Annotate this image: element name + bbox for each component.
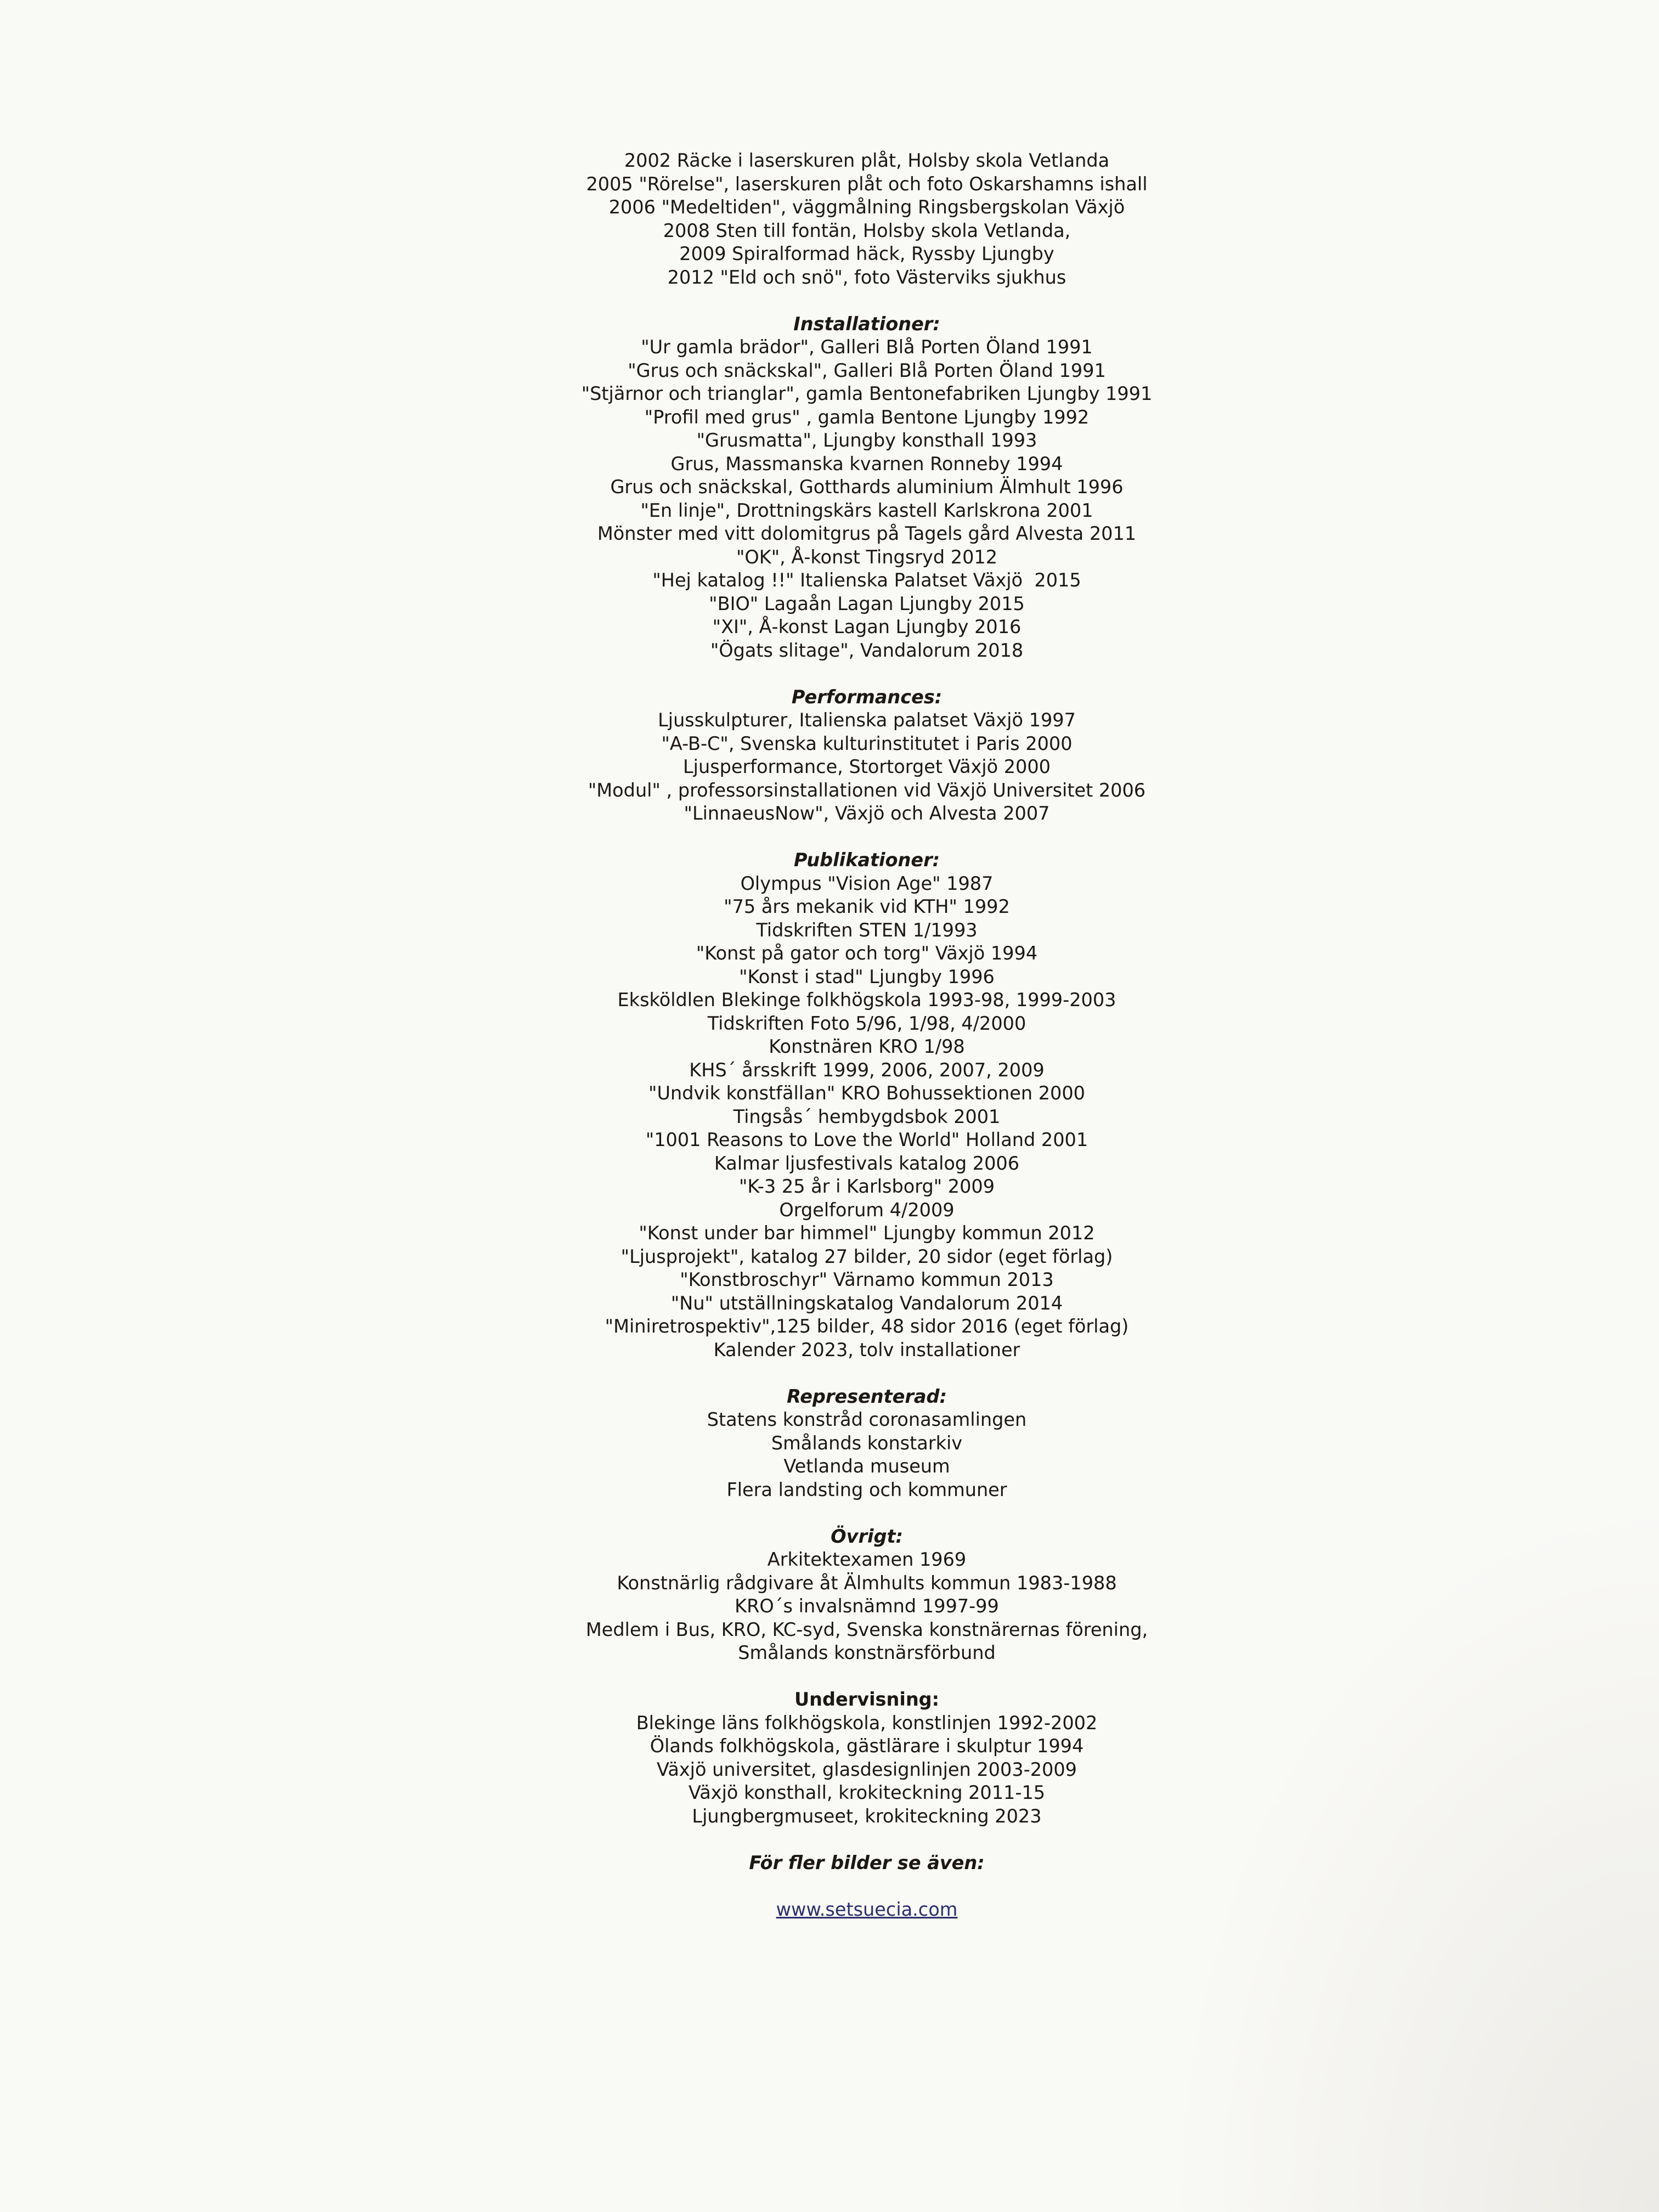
list-item: Ljusskulpturer, Italienska palatset Växjö 1997 <box>658 709 1076 731</box>
list-item: Blekinge läns folkhögskola, konstlinjen 1992-2002 <box>636 1712 1098 1734</box>
list-item: "1001 Reasons to Love the World" Holland 2001 <box>645 1129 1088 1150</box>
list-item: Olympus "Vision Age" 1987 <box>740 872 994 894</box>
list-item: Eksköldlen Blekinge folkhögskola 1993-98, 1999-2003 <box>617 989 1116 1011</box>
list-item: 2012 "Eld och snö", foto Västerviks sjukhus <box>667 266 1066 288</box>
list-item: 2006 "Medeltiden", väggmålning Ringsbergskolan Växjö <box>608 196 1125 218</box>
publikationer-heading: Publikationer: <box>793 849 940 871</box>
list-item: Ölands folkhögskola, gästlärare i skulptur 1994 <box>650 1735 1084 1757</box>
list-item: Konstnärlig rådgivare åt Älmhults kommun 1983-1988 <box>617 1572 1117 1594</box>
list-item: Grus, Massmanska kvarnen Ronneby 1994 <box>670 453 1063 475</box>
list-item: "OK", Å-konst Tingsryd 2012 <box>736 546 998 568</box>
list-item: "Grusmatta", Ljungby konsthall 1993 <box>696 430 1037 451</box>
list-item: Mönster med vitt dolomitgrus på Tagels gård Alvesta 2011 <box>597 523 1137 544</box>
list-item: 2005 "Rörelse", laserskuren plåt och foto Oskarshamns ishall <box>586 173 1148 195</box>
list-item: Ljusperformance, Stortorget Växjö 2000 <box>682 756 1051 777</box>
list-item: "Konst under bar himmel" Ljungby kommun 2012 <box>639 1222 1095 1244</box>
list-item: "Stjärnor och trianglar", gamla Bentonefabriken Ljungby 1991 <box>581 383 1153 404</box>
list-item: Statens konstråd coronasamlingen <box>707 1409 1027 1430</box>
list-item: 2008 Sten till fontän, Holsby skola Vetlanda, <box>663 219 1071 241</box>
list-item: Tidskriften STEN 1/1993 <box>756 919 978 941</box>
list-item: KHS´ årsskrift 1999, 2006, 2007, 2009 <box>689 1059 1045 1081</box>
list-item: Tidskriften Foto 5/96, 1/98, 4/2000 <box>707 1012 1026 1034</box>
list-item: Vetlanda museum <box>783 1455 950 1477</box>
list-item: Kalmar ljusfestivals katalog 2006 <box>714 1152 1020 1174</box>
representerad-heading: Representerad: <box>787 1385 947 1407</box>
list-item: Arkitektexamen 1969 <box>767 1549 967 1570</box>
list-item: "K-3 25 år i Karlsborg" 2009 <box>738 1176 995 1197</box>
list-item: "Konst i stad" Ljungby 1996 <box>739 966 995 988</box>
undervisning-heading: Undervisning: <box>794 1689 940 1710</box>
installationer-list <box>274 336 1459 662</box>
list-item: 2009 Spiralformad häck, Ryssby Ljungby <box>679 243 1054 264</box>
list-item: "Undvik konstfällan" KRO Bohussektionen 2000 <box>648 1082 1085 1104</box>
list-item: Smålands konstnärsförbund <box>738 1642 996 1663</box>
works-section <box>274 149 1459 289</box>
list-item: Orgelforum 4/2009 <box>779 1199 955 1221</box>
list-item: "Grus och snäckskal", Galleri Blå Porten Öland 1991 <box>628 359 1106 381</box>
list-item: Grus och snäckskal, Gotthards aluminium Älmhult 1996 <box>610 476 1124 498</box>
website-link[interactable]: www.setsuecia.com <box>776 1898 958 1920</box>
list-item: "Profil med grus" , gamla Bentone Ljungby 1992 <box>644 406 1090 428</box>
list-item: "Ögats slitage", Vandalorum 2018 <box>710 639 1024 661</box>
more-section <box>274 1852 1459 1922</box>
undervisning-list <box>274 1712 1459 1829</box>
list-item: "En linje", Drottningskärs kastell Karlskrona 2001 <box>640 499 1093 521</box>
list-item: Konstnären KRO 1/98 <box>769 1036 965 1057</box>
list-item: "Ljusprojekt", katalog 27 bilder, 20 sidor (eget förlag) <box>620 1245 1113 1267</box>
ovrigt-section <box>274 1525 1459 1665</box>
list-item: "75 års mekanik vid KTH" 1992 <box>724 896 1010 917</box>
performances-section <box>274 686 1459 826</box>
list-item: KRO´s invalsnämnd 1997-99 <box>735 1595 999 1617</box>
ovrigt-list <box>274 1548 1459 1665</box>
list-item: Växjö universitet, glasdesignlinjen 2003-2009 <box>657 1758 1077 1780</box>
list-item: 2002 Räcke i laserskuren plåt, Holsby skola Vetlanda <box>624 150 1110 171</box>
list-item: "Nu" utställningskatalog Vandalorum 2014 <box>670 1292 1063 1314</box>
publikationer-list <box>274 872 1459 1362</box>
list-item: Tingsås´ hembygdsbok 2001 <box>733 1105 1001 1127</box>
list-item: "A-B-C", Svenska kulturinstitutet i Paris 2000 <box>661 732 1073 754</box>
more-heading: För fler bilder se även: <box>749 1852 985 1874</box>
list-item: Medlem i Bus, KRO, KC-syd, Svenska konstnärernas förening, <box>585 1618 1148 1640</box>
list-item: "LinnaeusNow", Växjö och Alvesta 2007 <box>684 803 1050 824</box>
list-item: Smålands konstarkiv <box>771 1432 963 1454</box>
representerad-list <box>274 1408 1459 1502</box>
list-item: "Konst på gator och torg" Växjö 1994 <box>696 943 1038 964</box>
list-item: "BIO" Lagaån Lagan Ljungby 2015 <box>709 592 1025 614</box>
list-item: "Ur gamla brädor", Galleri Blå Porten Öland 1991 <box>641 336 1093 358</box>
list-item: "Konstbroschyr" Värnamo kommun 2013 <box>680 1269 1054 1290</box>
undervisning-section <box>274 1688 1459 1828</box>
publikationer-section <box>274 849 1459 1362</box>
installationer-heading: Installationer: <box>793 313 940 335</box>
list-item: "Hej katalog !!" Italienska Palatset Växjö 2015 <box>652 569 1081 591</box>
list-item: "XI", Å-konst Lagan Ljungby 2016 <box>712 616 1022 637</box>
representerad-section <box>274 1385 1459 1502</box>
list-item: Ljungbergmuseet, krokiteckning 2023 <box>692 1805 1042 1827</box>
list-item: Växjö konsthall, krokiteckning 2011-15 <box>688 1782 1046 1803</box>
performances-list <box>274 709 1459 826</box>
cv-page <box>274 149 1459 1921</box>
list-item: "Miniretrospektiv",125 bilder, 48 sidor 2016 (eget förlag) <box>605 1316 1129 1337</box>
ovrigt-heading: Övrigt: <box>831 1525 903 1547</box>
list-item: Flera landsting och kommuner <box>726 1479 1007 1500</box>
list-item: "Modul" , professorsinstallationen vid Växjö Universitet 2006 <box>588 779 1146 801</box>
installationer-section <box>274 313 1459 663</box>
performances-heading: Performances: <box>791 686 943 708</box>
list-item: Kalender 2023, tolv installationer <box>713 1339 1020 1361</box>
